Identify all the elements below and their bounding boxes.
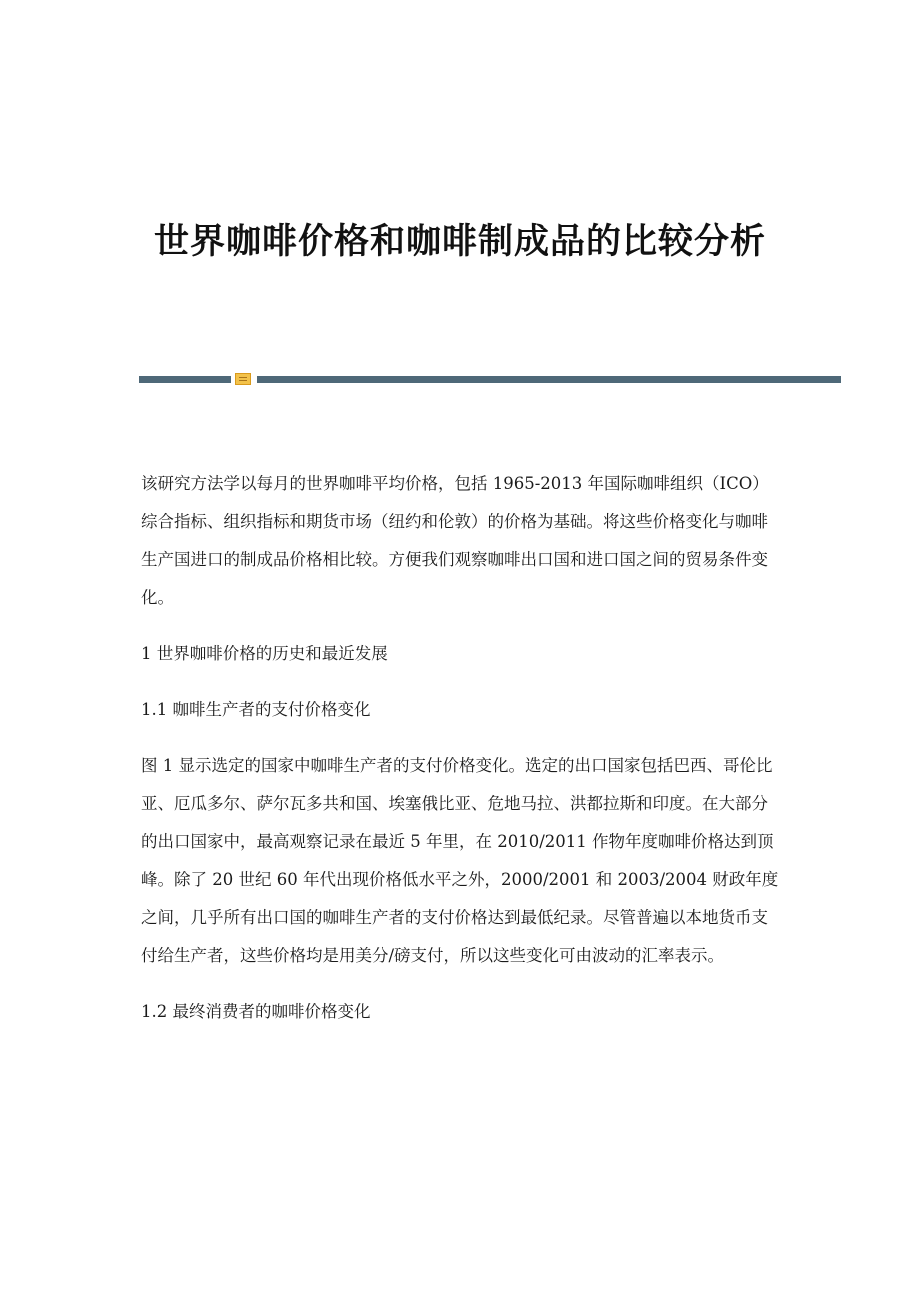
section-1-1-paragraph: 图 1 显示选定的国家中咖啡生产者的支付价格变化。选定的出口国家包括巴西、哥伦比亚、厄瓜多尔、萨尔瓦多共和国、埃塞俄比亚、危地马拉、洪都拉斯和印度。在大部分的出口国家中，最高观察记录在最近 5 年里，在 2010/2011 作物年度咖啡价格达到顶峰。除了 20 世纪 60 年代出现价格低水平之外，2000/2001 和 2003/2004 财政年度之间，几乎所有出口国的咖啡生产者的支付价格达到最低纪录。尽管普遍以本地货币支付给生产者，这些价格均是用美分/磅支付，所以这些变化可由波动的汇率表示。 [141, 756, 779, 965]
section-heading-1-2: 1.2 最终消费者的咖啡价格变化 [141, 1002, 371, 1021]
section-heading-1-1: 1.1 咖啡生产者的支付价格变化 [141, 700, 371, 719]
document-title: 世界咖啡价格和咖啡制成品的比较分析 [153, 221, 766, 262]
divider-bar-right [257, 376, 841, 383]
title-divider [139, 371, 841, 387]
section-heading-1: 1 世界咖啡价格的历史和最近发展 [141, 644, 388, 663]
divider-bar-left [139, 376, 231, 383]
document-body [141, 465, 781, 1049]
divider-marker-icon [235, 373, 251, 385]
intro-paragraph: 该研究方法学以每月的世界咖啡平均价格，包括 1965-2013 年国际咖啡组织（ICO）综合指标、组织指标和期货市场（纽约和伦敦）的价格为基础。将这些价格变化与咖啡生产国进口的制成品价格相比较。方便我们观察咖啡出口国和进口国之间的贸易条件变化。 [141, 474, 769, 607]
